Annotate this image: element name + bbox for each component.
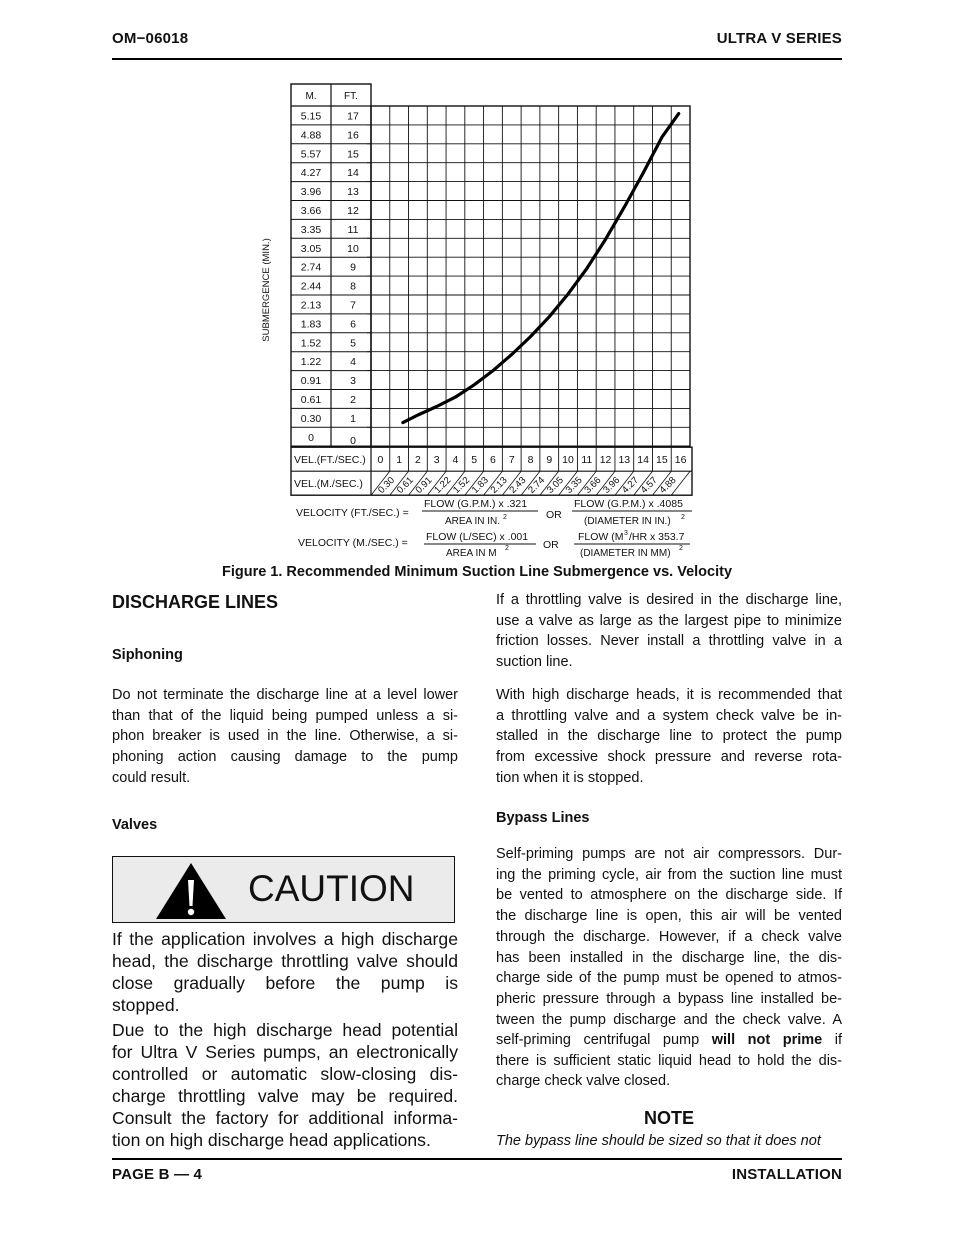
velocity-m-tick: 4.27: [619, 474, 641, 496]
text-line: Self-priming pumps are not air compressors. Dur-: [496, 846, 842, 862]
feet-value: 12: [347, 205, 359, 217]
text-line: suction line.: [496, 654, 573, 671]
y-axis-label: SUBMERGENCE (MIN.): [261, 238, 272, 342]
text-line: With high discharge heads, it is recommended that: [496, 687, 842, 703]
bypass-text: self-priming centrifugal pump: [496, 1032, 712, 1048]
meters-value: 5.57: [300, 148, 322, 161]
velocity-m-tick: 3.05: [544, 474, 566, 496]
feet-value: 11: [347, 223, 359, 236]
feet-value: 2: [350, 394, 356, 406]
velocity-ft-tick: 10: [562, 454, 574, 467]
siphoning-heading: Siphoning: [112, 647, 183, 663]
text-line: If a throttling valve is desired in the discharge line,: [496, 592, 842, 608]
meters-value: 3.66: [300, 205, 322, 217]
feet-value: 0: [350, 434, 356, 447]
throttling-valve-paragraph: [496, 590, 842, 673]
bypass-text: if: [822, 1032, 843, 1048]
text-line: If the application involves a high discharge: [112, 929, 458, 949]
section-title: DISCHARGE LINES: [112, 592, 279, 612]
formula-superscript: 2: [679, 545, 683, 552]
text-line: a throttling valve and a system check valve be in-: [496, 707, 842, 724]
meters-value: 0.30: [300, 412, 322, 425]
meters-value: 0.61: [300, 394, 322, 406]
text-line: Do not terminate the discharge line at a level lower: [112, 687, 458, 703]
velocity-ft-tick: 2: [414, 454, 421, 467]
velocity-ft-tick: 0: [377, 454, 384, 467]
velocity-m-tick: 3.35: [563, 474, 585, 496]
velocity-m-tick: 3.66: [582, 474, 604, 496]
note-heading: NOTE: [643, 1108, 694, 1128]
formula-superscript: 2: [505, 545, 509, 552]
meters-value: 3.05: [300, 242, 322, 255]
text-line: be vented to atmosphere on the discharge side. If: [496, 887, 842, 904]
figure-caption: Figure 1. Recommended Minimum Suction Line Submergence vs. Velocity: [221, 564, 733, 580]
velocity-ft-tick: 16: [674, 454, 687, 467]
meters-value: 4.88: [300, 129, 322, 142]
caution-paragraph-2: [112, 1020, 458, 1151]
velocity-m-tick: 0.30: [376, 474, 398, 496]
text-line: tion when it is stopped.: [496, 769, 644, 786]
velocity-ft-tick: 8: [527, 454, 534, 467]
velocity-ft-label: VEL.(FT./SEC.): [294, 454, 366, 467]
velocity-m-tick: 3.96: [601, 474, 623, 496]
text-line: friction losses. Never install a throttling valve in a: [496, 633, 842, 650]
bypass-lines-paragraph-end: [496, 1030, 842, 1092]
text-line: charge side of the pump must be opened to atmos-: [496, 970, 842, 987]
feet-value: 6: [350, 318, 356, 331]
text-line: from excessive shock pressure and reverse rota-: [496, 749, 842, 766]
formula-denominator: (DIAMETER IN MM): [580, 548, 671, 559]
velocity-ft-tick: 14: [637, 454, 649, 467]
text-line: stopped.: [112, 994, 180, 1015]
formula-superscript: 2: [681, 514, 685, 521]
velocity-m-tick: 2.43: [507, 474, 529, 496]
velocity-m-tick: 1.22: [432, 474, 454, 496]
feet-value: 5: [350, 337, 356, 350]
text-line: use a valve as large as the largest pipe to minimize: [496, 612, 842, 629]
text-line: charge throttling valve may be required.: [112, 1085, 458, 1106]
feet-value: 13: [347, 186, 359, 199]
feet-value: 15: [347, 148, 359, 161]
text-line: phoning action causing damage to the pump: [112, 749, 458, 766]
formula-numerator: FLOW (G.P.M.) x .4085: [574, 498, 683, 510]
text-line: ing the priming cycle, air from the suction line must: [496, 866, 842, 883]
formula-numerator: /HR x 353.7: [629, 531, 685, 543]
text-line: pheric pressure through a bypass line installed be-: [496, 990, 842, 1007]
footer-rule: [112, 1158, 842, 1160]
valves-heading: Valves: [112, 817, 158, 833]
or-label: OR: [546, 509, 562, 521]
formula-denominator: AREA IN IN.: [445, 516, 501, 527]
text-line: Due to the high discharge head potential: [112, 1020, 458, 1040]
submergence-curve: [403, 114, 679, 423]
velocity-m-tick: 2.13: [488, 474, 510, 496]
velocity-ft-tick: 12: [599, 454, 612, 467]
text-line: the discharge line is open, this air will be vented: [496, 908, 842, 925]
warning-triangle-icon: [154, 861, 228, 921]
velocity-ft-tick: 6: [490, 454, 496, 467]
bypass-lines-heading: Bypass Lines: [496, 810, 590, 826]
text-line: through the discharge. However, if a check valve: [496, 928, 842, 945]
siphoning-paragraph: [112, 685, 458, 789]
text-line: for Ultra V Series pumps, an electronically: [112, 1041, 458, 1062]
feet-value: 17: [347, 110, 359, 123]
discharge-heads-paragraph: [496, 685, 842, 789]
caution-paragraph-1: [112, 929, 458, 1017]
meters-column-header: M.: [305, 91, 317, 102]
feet-value: 10: [347, 242, 359, 255]
formula-denominator: (DIAMETER IN IN.): [584, 516, 671, 527]
velocity-m-tick: 4.88: [657, 474, 679, 496]
formula-numerator: FLOW (L/SEC) x .001: [426, 531, 529, 543]
feet-value: 16: [347, 129, 359, 142]
formula-numerator: FLOW (G.P.M.) x .321: [424, 498, 528, 510]
submergence-chart: [0, 0, 954, 560]
velocity-m-label: VEL.(M./SEC.): [294, 478, 363, 491]
text-line: Consult the factory for additional informa-: [112, 1107, 458, 1128]
text-line: head, the discharge throttling valve should: [112, 950, 458, 971]
velocity-ft-tick: 13: [618, 454, 631, 467]
velocity-m-tick: 0.91: [413, 474, 435, 496]
note-text: The bypass line should be sized so that it does not: [496, 1133, 821, 1149]
meters-value: 1.52: [300, 337, 322, 350]
document-number: OM−06018: [112, 30, 189, 47]
velocity-ft-tick: 7: [508, 454, 515, 467]
text-line: stalled in the discharge line to protect the pump: [496, 728, 842, 745]
text-line: controlled or automatic slow-closing dis-: [112, 1063, 458, 1084]
series-title: ULTRA V SERIES: [716, 30, 842, 47]
text-line: has been installed in the discharge line, the dis-: [496, 949, 842, 966]
meters-value: 5.15: [300, 110, 322, 123]
meters-value: 2.13: [300, 299, 322, 312]
feet-value: 3: [350, 375, 356, 388]
velocity-m-tick: 2.74: [526, 474, 548, 496]
velocity-ft-tick: 9: [546, 454, 553, 467]
will-not-prime-emphasis: will not prime: [711, 1032, 823, 1048]
meters-value: 1.22: [300, 356, 322, 369]
text-line: charge check valve closed.: [496, 1073, 671, 1090]
velocity-ft-formula-label: VELOCITY (FT./SEC.) =: [296, 507, 409, 519]
feet-value: 1: [350, 412, 356, 425]
formula-numerator: FLOW (M: [578, 531, 624, 543]
text-line: close gradually before the pump is: [112, 972, 458, 993]
text-line: could result.: [112, 769, 191, 786]
velocity-m-tick: 1.83: [469, 474, 491, 496]
feet-value: 14: [347, 167, 359, 180]
meters-value: 3.96: [300, 186, 322, 199]
caution-label: CAUTION: [248, 868, 415, 909]
velocity-ft-tick: 4: [452, 454, 459, 467]
meters-value: 0.91: [300, 375, 322, 388]
velocity-ft-tick: 1: [396, 454, 403, 467]
formula-denominator: AREA IN M: [446, 548, 497, 559]
velocity-ft-tick: 3: [433, 454, 440, 467]
velocity-ft-tick: 15: [656, 454, 668, 467]
text-line: phon breaker is used in the line. Otherwise, a si-: [112, 728, 458, 745]
velocity-m-tick: 0.61: [394, 474, 416, 496]
velocity-ft-tick: 5: [471, 454, 478, 467]
meters-value: 0: [308, 431, 314, 444]
meters-value: 2.74: [300, 261, 322, 274]
or-label: OR: [543, 539, 559, 551]
formula-superscript: 3: [624, 530, 628, 537]
text-line: there is sufficient static liquid head to hold the dis-: [496, 1052, 842, 1069]
formula-superscript: 2: [503, 514, 507, 521]
feet-value: 7: [350, 299, 356, 312]
velocity-m-tick: 1.52: [451, 474, 473, 496]
feet-value: 4: [350, 356, 356, 369]
bypass-lines-paragraph: [496, 844, 842, 1030]
meters-value: 4.27: [300, 167, 322, 180]
meters-value: 2.44: [300, 280, 322, 293]
feet-value: 9: [350, 261, 356, 274]
velocity-m-formula-label: VELOCITY (M./SEC.) =: [298, 537, 408, 549]
text-line: tween the pump discharge and the check valve. A: [496, 1011, 842, 1028]
velocity-ft-tick: 11: [581, 454, 593, 467]
meters-value: 3.35: [300, 223, 322, 236]
section-name: INSTALLATION: [731, 1166, 842, 1183]
meters-value: 1.83: [300, 318, 322, 331]
page-number: PAGE B — 4: [112, 1166, 203, 1183]
text-line: tion on high discharge head applications.: [112, 1129, 431, 1150]
text-line: than that of the liquid being pumped unless a si-: [112, 707, 458, 724]
feet-column-header: FT.: [344, 91, 358, 102]
feet-value: 8: [350, 280, 356, 293]
velocity-m-tick: 4.57: [638, 474, 660, 496]
